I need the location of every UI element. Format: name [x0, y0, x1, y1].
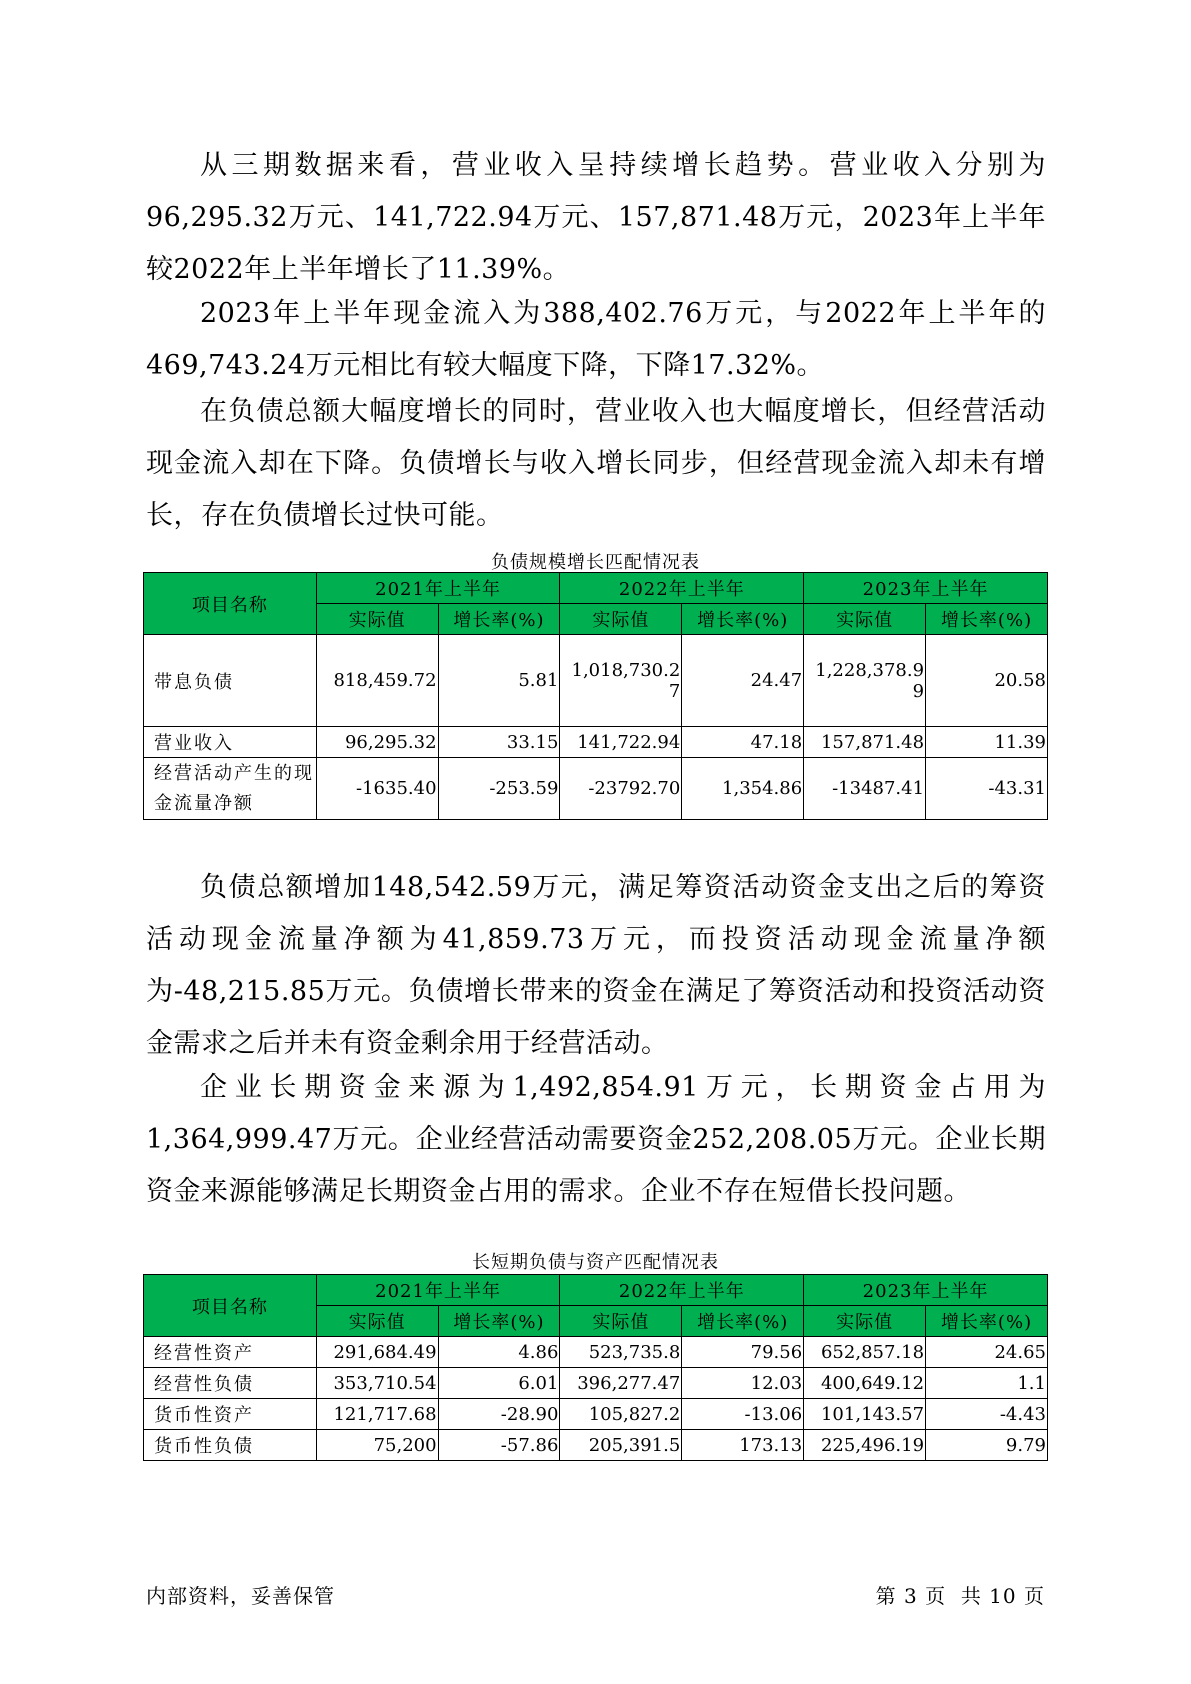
- table-cell: 4.86: [438, 1337, 560, 1368]
- table-cell: 79.56: [682, 1337, 804, 1368]
- table1-growth-header: 增长率(%): [926, 604, 1048, 635]
- row-label: 货币性资产: [144, 1399, 317, 1430]
- table2-period-2021: 2021年上半年: [316, 1275, 560, 1306]
- row-label: 带息负债: [144, 635, 317, 727]
- table2-period-2022: 2022年上半年: [560, 1275, 804, 1306]
- table-cell: -253.59: [438, 758, 560, 820]
- table-cell: 96,295.32: [316, 727, 438, 758]
- table-row: [144, 1399, 1048, 1430]
- table-cell: 157,871.48: [804, 727, 926, 758]
- table-cell: 47.18: [682, 727, 804, 758]
- table-cell: 5.81: [438, 635, 560, 727]
- row-label: 经营性负债: [144, 1368, 317, 1399]
- table-row: [144, 727, 1048, 758]
- table1-caption: 负债规模增长匹配情况表: [491, 552, 700, 573]
- table-cell: -13487.41: [804, 758, 926, 820]
- table2-growth-header: 增长率(%): [926, 1306, 1048, 1337]
- table-cell: 1,228,378.99: [804, 635, 926, 727]
- row-label: 经营活动产生的现金流量净额: [144, 758, 317, 820]
- table-cell: -4.43: [926, 1399, 1048, 1430]
- table-cell: 353,710.54: [316, 1368, 438, 1399]
- table-cell: 225,496.19: [804, 1430, 926, 1461]
- table-row: [144, 1368, 1048, 1399]
- table-cell: 818,459.72: [316, 635, 438, 727]
- table-row: [144, 635, 1048, 727]
- table2-actual-header: 实际值: [316, 1306, 438, 1337]
- table-cell: 24.47: [682, 635, 804, 727]
- table-row: [144, 758, 1048, 820]
- table-cell: -43.31: [926, 758, 1048, 820]
- table-cell: -1635.40: [316, 758, 438, 820]
- table1-actual-header: 实际值: [804, 604, 926, 635]
- table-cell: 205,391.5: [560, 1430, 682, 1461]
- paragraph-debt-growth: 在负债总额大幅度增长的同时，营业收入也大幅度增长，但经营活动现金流入却在下降。负债增长与收入增长同步，但经营现金流入却未有增长，存在负债增长过快可能。: [146, 396, 1046, 531]
- table-cell: 173.13: [682, 1430, 804, 1461]
- table-cell: 6.01: [438, 1368, 560, 1399]
- table-cell: -13.06: [682, 1399, 804, 1430]
- table-cell: 1,018,730.27: [560, 635, 682, 727]
- row-label: 经营性资产: [144, 1337, 317, 1368]
- table-cell: 523,735.8: [560, 1337, 682, 1368]
- table2-growth-header: 增长率(%): [682, 1306, 804, 1337]
- table1-actual-header: 实际值: [316, 604, 438, 635]
- table-cell: 11.39: [926, 727, 1048, 758]
- footer-confidential-note: 内部资料，妥善保管: [146, 1584, 335, 1608]
- table2-growth-header: 增长率(%): [438, 1306, 560, 1337]
- table-cell: 24.65: [926, 1337, 1048, 1368]
- table-cell: -23792.70: [560, 758, 682, 820]
- table-cell: 396,277.47: [560, 1368, 682, 1399]
- table-cell: 141,722.94: [560, 727, 682, 758]
- table-cell: 1.1: [926, 1368, 1048, 1399]
- table1-growth-header: 增长率(%): [682, 604, 804, 635]
- asset-liability-table: [143, 1274, 1048, 1461]
- table-cell: -57.86: [438, 1430, 560, 1461]
- paragraph-revenue-trend: 从三期数据来看，营业收入呈持续增长趋势。营业收入分别为96,295.32万元、141,722.94万元、157,871.48万元，2023年上半年较2022年上半年增长了11.39%。: [146, 150, 1046, 285]
- table1-actual-header: 实际值: [560, 604, 682, 635]
- table2-period-2023: 2023年上半年: [804, 1275, 1048, 1306]
- table1-growth-header: 增长率(%): [438, 604, 560, 635]
- table-cell: 400,649.12: [804, 1368, 926, 1399]
- debt-growth-table: [143, 572, 1048, 820]
- table-cell: -28.90: [438, 1399, 560, 1430]
- table-row: [144, 1337, 1048, 1368]
- table-cell: 75,200: [316, 1430, 438, 1461]
- table2-actual-header: 实际值: [804, 1306, 926, 1337]
- table1-period-2023: 2023年上半年: [804, 573, 1048, 604]
- table-cell: 105,827.2: [560, 1399, 682, 1430]
- table-cell: 652,857.18: [804, 1337, 926, 1368]
- table-cell: 33.15: [438, 727, 560, 758]
- row-label: 货币性负债: [144, 1430, 317, 1461]
- table2-actual-header: 实际值: [560, 1306, 682, 1337]
- table-cell: 9.79: [926, 1430, 1048, 1461]
- table1-period-2021: 2021年上半年: [316, 573, 560, 604]
- table-cell: 101,143.57: [804, 1399, 926, 1430]
- table2-item-header: 项目名称: [144, 1275, 317, 1337]
- paragraph-financing: 负债总额增加148,542.59万元，满足筹资活动资金支出之后的筹资活动现金流量净额为41,859.73万元，而投资活动现金流量净额为-48,215.85万元。负债增长带来的资金在满足了筹资活动和投资活动资金需求之后并未有资金剩余用于经营活动。: [146, 872, 1046, 1059]
- table-cell: 121,717.68: [316, 1399, 438, 1430]
- table1-item-header: 项目名称: [144, 573, 317, 635]
- table-cell: 1,354.86: [682, 758, 804, 820]
- table-row: [144, 1430, 1048, 1461]
- row-label: 营业收入: [144, 727, 317, 758]
- table-cell: 12.03: [682, 1368, 804, 1399]
- footer-page-number: 第 3 页 共 10 页: [875, 1584, 1045, 1608]
- paragraph-cash-inflow: 2023年上半年现金流入为388,402.76万元，与2022年上半年的469,743.24万元相比有较大幅度下降，下降17.32%。: [146, 298, 1046, 381]
- table1-period-2022: 2022年上半年: [560, 573, 804, 604]
- table2-caption: 长短期负债与资产匹配情况表: [472, 1252, 719, 1273]
- paragraph-long-term-funds: 企业长期资金来源为1,492,854.91万元，长期资金占用为1,364,999.47万元。企业经营活动需要资金252,208.05万元。企业长期资金来源能够满足长期资金占用的需求。企业不存在短借长投问题。: [146, 1072, 1046, 1207]
- table-cell: 20.58: [926, 635, 1048, 727]
- table-cell: 291,684.49: [316, 1337, 438, 1368]
